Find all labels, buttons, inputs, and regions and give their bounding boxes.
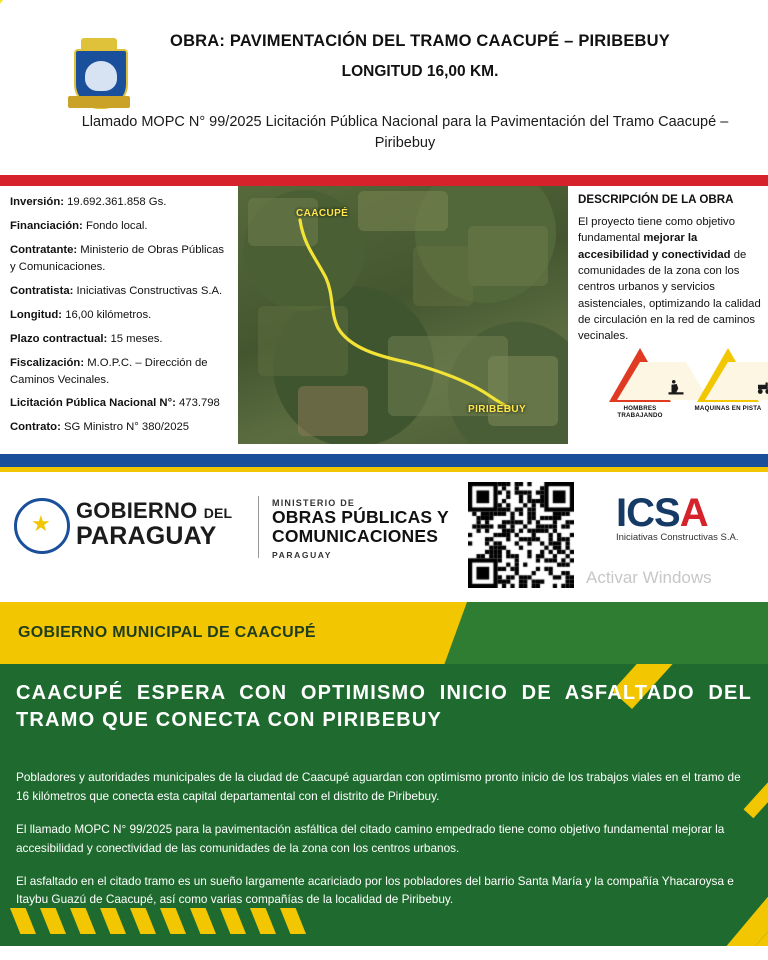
detail-item [10, 395, 232, 412]
detail-value: 15 meses. [110, 332, 163, 345]
article-paragraph: El asfaltado en el citado tramo es un sueño largamente acariciado por los pobladores del barrio Santa María y la compañía Yhacaroysa e Itaybu Guazú de Caacupé, así como varias compañías de la localidad de Piribebuy. [16, 873, 734, 907]
article-paragraph: El llamado MOPC N° 99/2025 para la pavimentación asfáltica del citado camino empedrado tiene como objetivo fundamental mejorar la accesibilidad y conectividad de las comunidades de la zona con los centros urbanos. [16, 821, 725, 855]
detail-label: Contratante: [10, 243, 78, 256]
detail-value: Iniciativas Constructivas S.A. [76, 284, 223, 297]
detail-value: 19.692.361.858 Gs. [67, 196, 167, 208]
decorative-diagonals [648, 780, 768, 960]
icsa-name: ICS [616, 491, 680, 535]
gobierno-del-label: DEL [203, 505, 233, 521]
work-description [578, 192, 768, 345]
header-call-text: Llamado MOPC N° 99/2025 Licitación Pública Nacional para la Pavimentación del Tramo Caacupé – Piribebuy [81, 114, 729, 152]
gobierno-label: GOBIERNO [76, 498, 198, 523]
sign-caption: MAQUINAS EN PISTA [694, 405, 762, 412]
detail-label: Financiación: [10, 219, 83, 232]
star-icon: ★ [31, 511, 51, 536]
ministerio-line2: OBRAS PÚBLICAS Y [272, 507, 449, 527]
detail-label: Licitación Pública Nacional N°: [10, 397, 176, 410]
machine-icon [755, 378, 768, 396]
detail-value: 473.798 [179, 397, 220, 410]
bottom-edge [0, 946, 768, 960]
project-details-list [10, 194, 232, 443]
icsa-subtitle: Iniciativas Constructivas S.A. [616, 532, 739, 543]
article-section [0, 664, 768, 960]
article-body [16, 768, 752, 923]
detail-label: Inversión: [10, 196, 64, 208]
description-text-2: de comunidades de la zona con los centros urbanos y servicios asistenciales, optimizando la calidad de circulación en la red de caminos vecinales. [578, 248, 761, 343]
detail-value: SG Ministro N° 380/2025 [63, 421, 190, 434]
gobierno-paraguay-logo [14, 494, 254, 560]
paraguay-label: PARAGUAY [76, 522, 217, 550]
detail-label: Contrato: [10, 421, 61, 434]
municipal-band [0, 602, 768, 664]
safety-signs [600, 348, 768, 428]
ministerio-line3: COMUNICACIONES [272, 526, 439, 547]
header-section [0, 0, 768, 175]
decorative-stripe [0, 0, 71, 31]
header-subtitle: LONGITUD 16,00 KM. [341, 63, 499, 80]
logo-divider [258, 496, 259, 558]
icsa-accent: A [679, 491, 708, 535]
detail-label: Plazo contractual: [10, 332, 108, 345]
windows-watermark [586, 568, 712, 588]
satellite-map [238, 186, 568, 444]
description-text [578, 214, 768, 345]
description-text-1: El proyecto tiene como objetivo fundamental [578, 215, 735, 245]
map-label-end: PIRIBEBUY [468, 404, 527, 415]
project-info-section [0, 186, 768, 454]
band-title: GOBIERNO MUNICIPAL DE CAACUPÉ [18, 624, 316, 641]
detail-item [10, 307, 232, 324]
icsa-logo [616, 492, 768, 543]
article-headline: CAACUPÉ ESPERA CON OPTIMISMO INICIO DE ASFALTADO DEL TRAMO QUE CONECTA CON PIRIBEBUY [16, 682, 752, 731]
detail-label: Longitud: [10, 308, 63, 321]
chevron-decoration [10, 908, 310, 934]
detail-item [10, 242, 232, 276]
blue-divider [0, 454, 768, 467]
mopc-logo [272, 498, 462, 560]
detail-item [10, 283, 232, 300]
ministerio-country: PARAGUAY [272, 549, 333, 560]
description-title: DESCRIPCIÓN DE LA OBRA [578, 193, 734, 206]
logos-section [0, 472, 768, 602]
detail-item [10, 331, 232, 348]
detail-value: Ministerio de Obras Públicas y Comunicaciones. [10, 243, 225, 273]
detail-value: Fondo local. [85, 219, 148, 232]
article-paragraph: Pobladores y autoridades municipales de la ciudad de Caacupé aguardan con optimismo pronto inicio de los trabajos viales en el tramo de 16 kilómetros que conecta esta capital departamental con el distrito de Piribebuy. [16, 770, 741, 803]
map-label-start: CAACUPÉ [296, 208, 349, 219]
decorative-stripe [0, 0, 40, 58]
detail-value: 16,00 kilómetros. [65, 308, 152, 321]
detail-item [10, 419, 232, 436]
sign-caption: HOMBRES TRABAJANDO [617, 405, 663, 419]
detail-label: Fiscalización: [10, 356, 85, 369]
description-bold: mejorar la accesibilidad y conectividad [578, 232, 731, 261]
qr-code[interactable] [468, 482, 574, 588]
page-title: OBRA: PAVIMENTACIÓN DEL TRAMO CAACUPÉ – PIRIBEBUY [170, 32, 670, 50]
detail-label: Contratista: [10, 284, 74, 297]
worker-icon [667, 378, 685, 396]
detail-value: M.O.P.C. – Dirección de Caminos Vecinales. [10, 356, 208, 386]
ministerio-label: MINISTERIO DE [272, 498, 356, 508]
sign-maquinas-en-pista [692, 348, 764, 412]
red-divider [0, 175, 768, 186]
watermark-line1: Activar Windows [586, 568, 712, 587]
detail-item [10, 355, 232, 389]
detail-item [10, 194, 232, 211]
detail-item [10, 218, 232, 235]
decorative-stripe [0, 0, 11, 79]
sign-hombres-trabajando [604, 348, 676, 419]
